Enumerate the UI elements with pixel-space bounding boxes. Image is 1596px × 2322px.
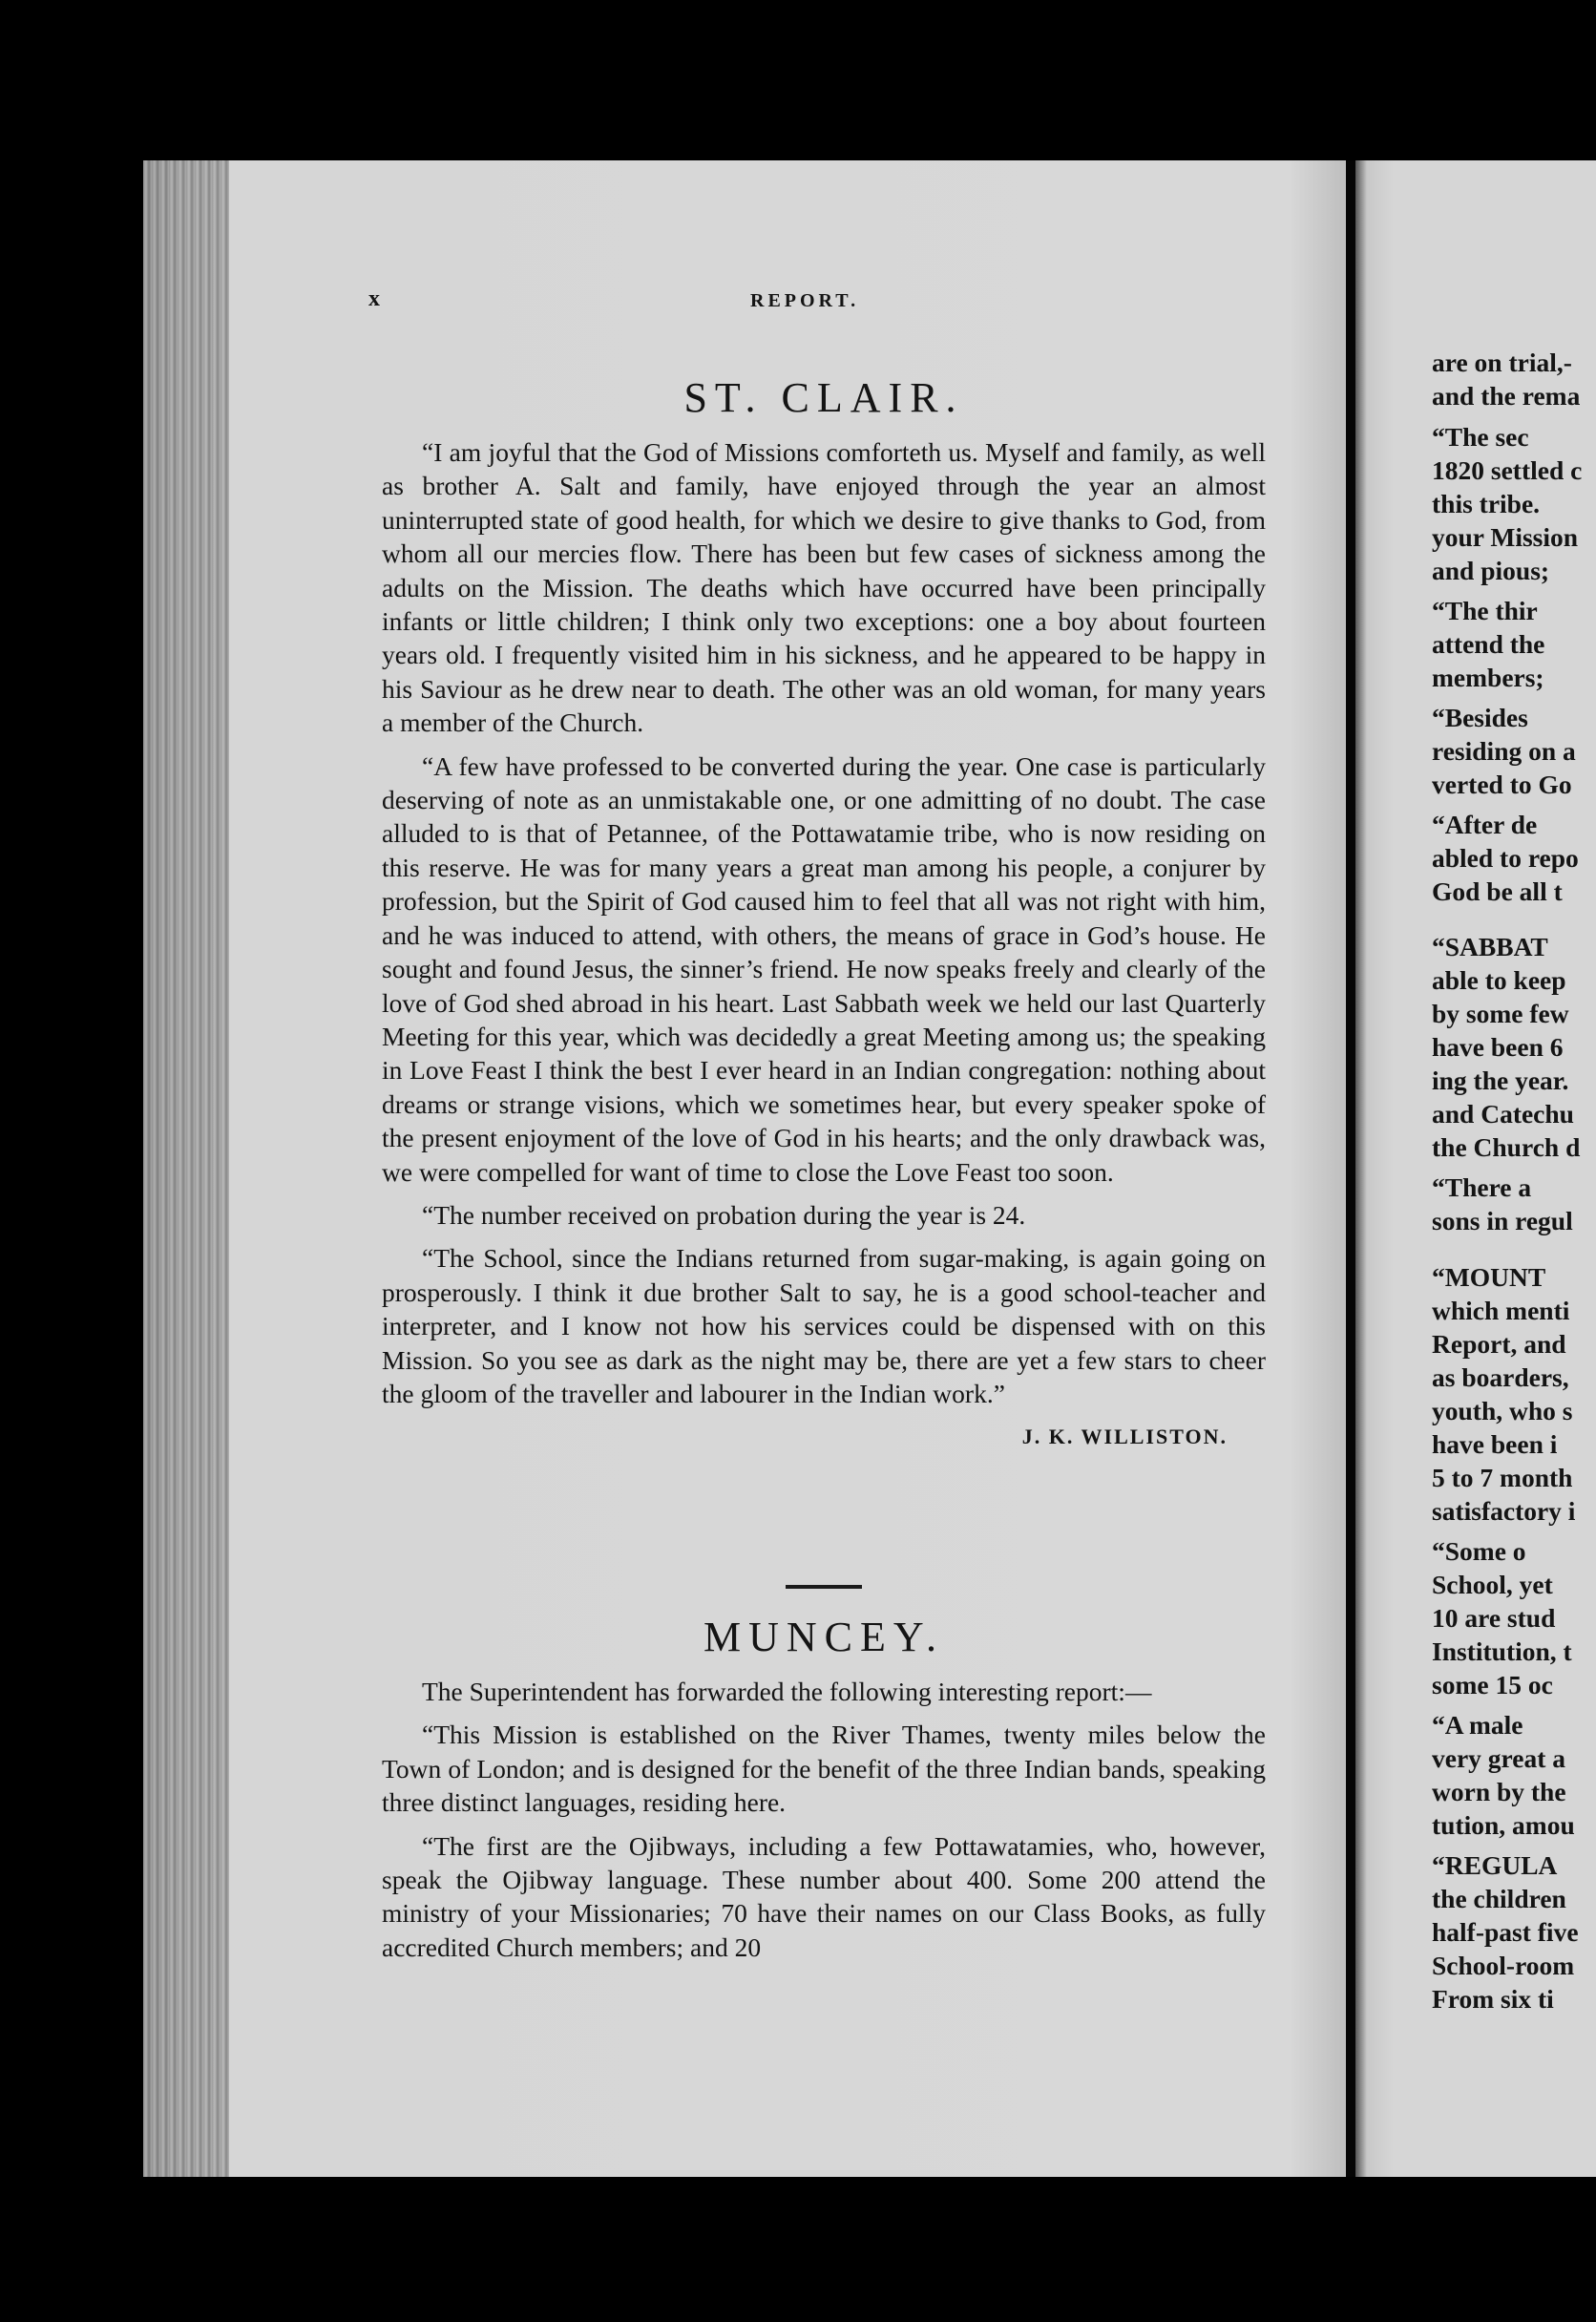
page-binding-edge: [143, 160, 229, 2177]
right-page-line: this tribe.: [1432, 489, 1541, 518]
right-page-line: School-room: [1432, 1951, 1575, 1980]
right-page-line: residing on a: [1432, 736, 1576, 766]
right-page-line: members;: [1432, 663, 1544, 692]
right-page-line: tution, amou: [1432, 1810, 1575, 1840]
paragraph: The Superintendent has forwarded the following interesting report:—: [422, 1677, 1152, 1706]
right-page-line: the children: [1432, 1884, 1566, 1913]
right-page-line: and the rema: [1432, 381, 1581, 411]
right-page-line: “SABBAT: [1432, 932, 1548, 961]
st-clair-section: [382, 374, 1266, 1464]
right-page-line: and Catechu: [1432, 1099, 1574, 1129]
paragraph: “A few have professed to be converted during the year. One case is particularly deserving of note as an unmistakable one, or one admitting of no doubt. The case alluded to is that of Petannee, of the Pottawatamie tribe, who is now residing on this reserve. He was for many years a great man among his people, a conjurer by profession, but the Spirit of God caused him to feel that all was not right with him, and he was induced to attend, with others, the means of grace in God’s house. He sought and found Jesus, the sinner’s friend. He now speaks freely and clearly of the love of God shed abroad in his heart. Last Sabbath week we held our last Quarterly Meeting for this year, which was decidedly a great Meeting among us; the speaking in Love Feast I think the best I ever heard in an Indian congregation: nothing about dreams or strange visions, which we sometimes hear, but every speaker spoke of the present enjoyment of the love of God in his hearts; and the only drawback was, we were compelled for want of time to close the Love Feast too soon.: [382, 750, 1266, 1187]
right-page-line: “MOUNT: [1432, 1262, 1546, 1292]
right-page-line: your Mission: [1432, 522, 1579, 552]
right-page-line: abled to repo: [1432, 843, 1579, 873]
right-page-line: 5 to 7 month: [1432, 1463, 1573, 1492]
right-page-line: Institution, t: [1432, 1636, 1572, 1666]
right-page-line: some 15 oc: [1432, 1670, 1553, 1699]
paragraph: “This Mission is established on the River Thames, twenty miles below the Town of London; and is designed for the benefit of the three Indian bands, speaking three distinct languages, residing here.: [382, 1720, 1266, 1818]
page-folio: x: [368, 286, 380, 311]
right-page-line: the Church d: [1432, 1132, 1581, 1162]
right-page-line: God be all t: [1432, 876, 1563, 906]
right-page-line: 10 are stud: [1432, 1603, 1556, 1633]
muncey-section: [382, 1585, 1266, 1974]
section-heading-muncey: MUNCEY.: [703, 1614, 944, 1660]
right-page-line: by some few: [1432, 999, 1569, 1028]
right-page-line: have been i: [1432, 1429, 1558, 1459]
right-page-line: able to keep: [1432, 965, 1566, 995]
right-page-line: “The thir: [1432, 596, 1538, 625]
right-page-line: Report, and: [1432, 1329, 1566, 1359]
right-page-line: “REGULA: [1432, 1850, 1558, 1880]
right-page-line: verted to Go: [1432, 770, 1572, 799]
right-page-line: “The sec: [1432, 422, 1529, 452]
right-page-line: and pious;: [1432, 556, 1550, 585]
paragraph: “I am joyful that the God of Missions comforteth us. Myself and family, as well as brother A. Salt and family, have enjoyed through the year an almost uninterrupted state of good health, for which we desire to give thanks to God, from whom all our mercies flow. There has been but few cases of sickness among the adults on the Mission. The deaths which have occurred have been principally infants or little children; I think only two exceptions: one a boy about fourteen years old. I frequently visited him in his sickness, and he appeared to be happy in his Saviour as he drew near to death. The other was an old woman, for many years a member of the Church.: [382, 437, 1266, 738]
right-page-line: sons in regul: [1432, 1206, 1573, 1235]
right-page-line: “Some o: [1432, 1536, 1526, 1566]
right-page-line: attend the: [1432, 629, 1545, 659]
right-page-line: worn by the: [1432, 1777, 1566, 1806]
right-page-line: From six ti: [1432, 1984, 1554, 2014]
section-heading-st-clair: ST. CLAIR.: [683, 374, 964, 421]
paragraph: “The number received on probation during the year is 24.: [422, 1199, 1026, 1230]
right-page-line: have been 6: [1432, 1032, 1564, 1062]
right-page-line: youth, who s: [1432, 1396, 1573, 1425]
right-page-line: half-past five: [1432, 1917, 1579, 1947]
right-page-line: as boarders,: [1432, 1362, 1569, 1392]
right-page-line: School, yet: [1432, 1570, 1553, 1599]
right-page-line: satisfactory i: [1432, 1496, 1576, 1526]
right-page-line: “A male: [1432, 1710, 1523, 1740]
right-page-line: 1820 settled c: [1432, 455, 1583, 485]
right-page-line: which menti: [1432, 1296, 1570, 1325]
right-page-line: “Besides: [1432, 703, 1528, 732]
right-page-line: very great a: [1432, 1743, 1565, 1773]
signature: J. K. WILLISTON.: [1021, 1425, 1228, 1449]
right-page-line: are on trial,-: [1432, 348, 1572, 377]
running-head: [368, 286, 1350, 321]
running-title: REPORT.: [750, 290, 860, 311]
right-page-line: ing the year.: [1432, 1066, 1569, 1095]
paragraph: “The first are the Ojibways, including a few Pottawatamies, who, however, speak the Ojibway language. These number about 400. Some 200 attend the ministry of your Missionaries; 70 have their names on our Class Books, as fully accredited Church members; and 20: [382, 1830, 1266, 1962]
right-page-line: “After de: [1432, 810, 1538, 839]
paragraph: “The School, since the Indians returned from sugar-making, is again going on prosperously. I think it due brother Salt to say, he is a good school-teacher and interpreter, and I know not how his services could be dispensed with on this Mission. So you see as dark as the night may be, there are yet a few stars to cheer the gloom of the traveller and labourer in the Indian work.”: [382, 1243, 1266, 1408]
right-page-line: “There a: [1432, 1172, 1532, 1202]
